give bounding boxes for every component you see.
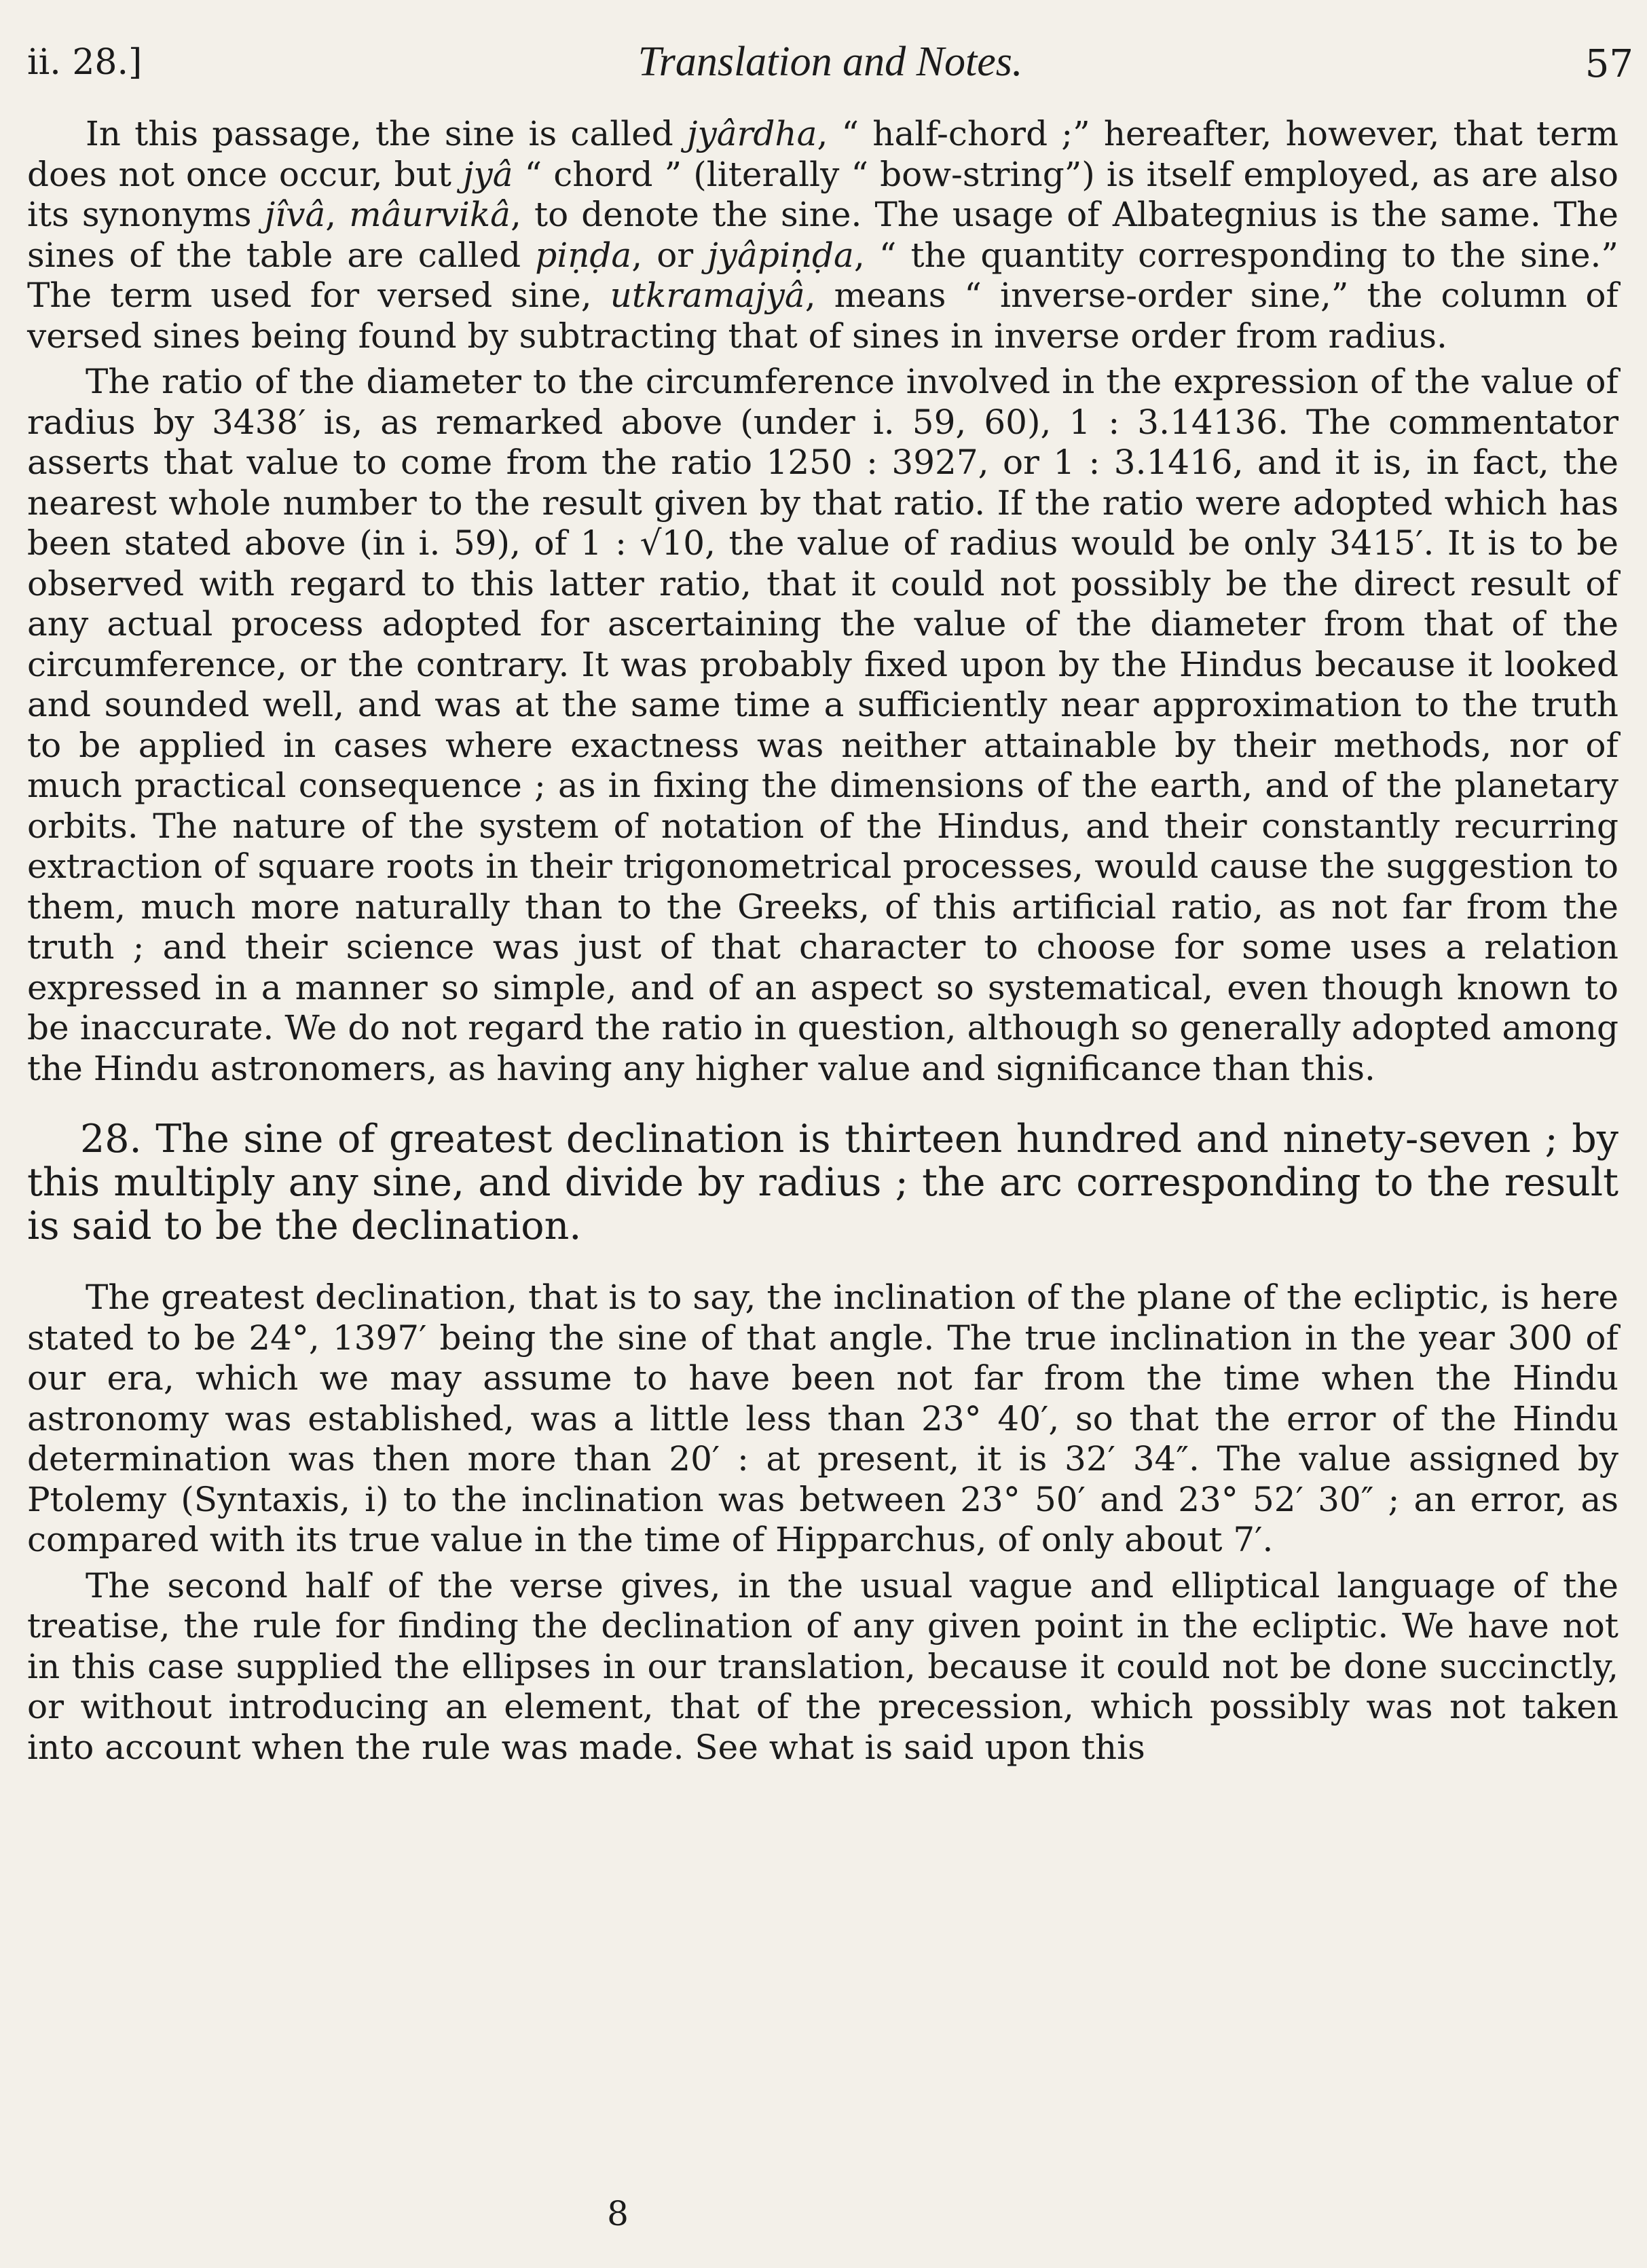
paragraph-sine-terms: In this passage, the sine is called jyârdha, “ half-chord ;” hereafter, however, that term does not once occur, but jyâ “ chord ” (literally “ bow-string”) is itself employed, as are also its synonyms jîvâ, mâurvikâ, to denote the sine. The usage of Albategnius is the same. The sines of the table are called piṇḍa, or jyâpiṇḍa, “ the quantity corresponding to the sine.” The term used for versed sine, utkramajyâ, means “ inverse-order sine,” the column of versed sines being found by subtracting that of sines in inverse order from radius. — [27, 114, 1619, 356]
verse-28: 28. The sine of greatest declination is thirteen hundred and ninety-seven ; by this multiply any sine, and divide by radius ; the arc corresponding to the result is said to be the declination. — [27, 1117, 1618, 1248]
paragraph-greatest-declination: The greatest declination, that is to say, the inclination of the plane of the ecliptic, is here stated to be 24°, 1397′ being the sine of that angle. The true inclination in the year 300 of our era, which we may assume to have been not far from the time when the Hindu astronomy was established, was a little less than 23° 40′, so that the error of the Hindu determination was then more than 20′ : at present, it is 32′ 34″. The value assigned by Ptolemy (Syntaxis, i) to the inclination was between 23° 50′ and 23° 52′ 30″ ; an error, as compared with its true value in the time of Hipparchus, of only about 7′. — [27, 1278, 1618, 1559]
paragraph-second-half: The second half of the verse gives, in the usual vague and elliptical language of the treatise, the rule for finding the declination of any given point in the ecliptic. We have not in this case supplied the ellipses in our translation, because it could not be done succinctly, or without introducing an element, that of the precession, which possibly was not taken into account when the rule was made. See what is said upon this — [27, 1565, 1618, 1767]
page-body — [27, 114, 1618, 1768]
signature-mark: 8 — [607, 2194, 629, 2233]
page-number: 57 — [1585, 42, 1633, 86]
running-head — [27, 29, 1633, 90]
running-title: Translation and Notes. — [637, 39, 1023, 85]
section-reference: ii. 28.] — [27, 42, 143, 83]
paragraph-ratio: The ratio of the diameter to the circumference involved in the expression of the value of radius by 3438′ is, as remarked above (under i. 59, 60), 1 : 3.14136. The commentator asserts that value to come from the ratio 1250 : 3927, or 1 : 3.1416, and it is, in fact, the nearest whole number to the result given by that ratio. If the ratio were adopted which has been stated above (in i. 59), of 1 : √10, the value of radius would be only 3415′. It is to be observed with regard to this latter ratio, that it could not possibly be the direct result of any actual process adopted for ascertaining the value of the diameter from that of the circumference, or the contrary. It was probably fixed upon by the Hindus because it looked and sounded well, and was at the same time a sufficiently near approximation to the truth to be applied in cases where exactness was neither attainable by their methods, nor of much practical consequence ; as in fixing the dimensions of the earth, and of the planetary orbits. The nature of the system of notation of the Hindus, and their constantly recurring extraction of square roots in their trigonometrical processes, would cause the suggestion to them, much more naturally than to the Greeks, of this artificial ratio, as not far from the truth ; and their science was just of that character to choose for some uses a relation expressed in a manner so simple, and of an aspect so systematical, even though known to be inaccurate. We do not regard the ratio in question, although so generally adopted among the Hindu astronomers, as having any higher value and significance than this. — [27, 362, 1618, 1088]
